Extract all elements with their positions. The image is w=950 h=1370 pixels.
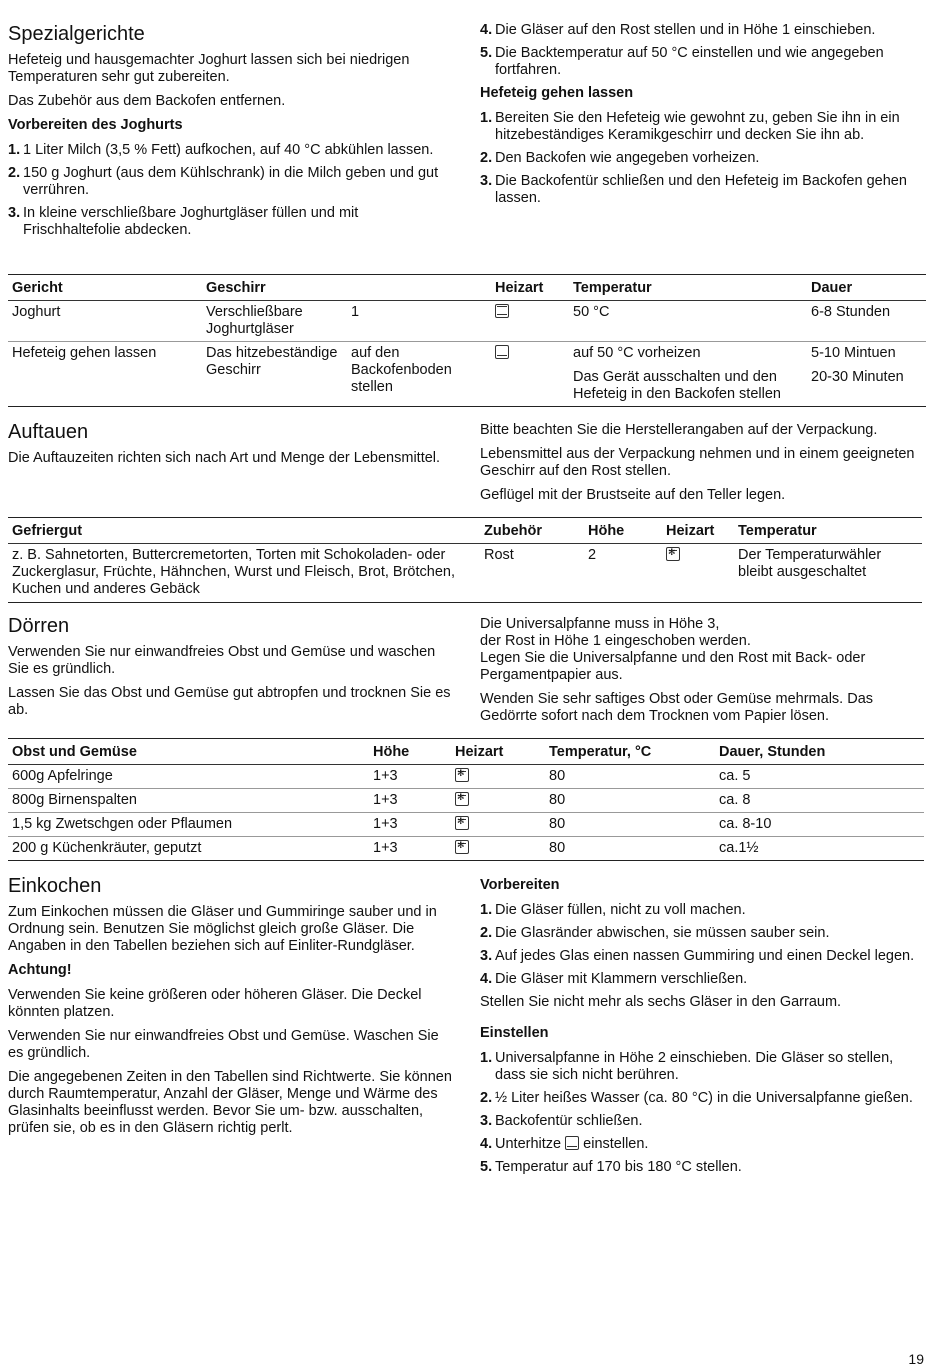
step-number: 4.	[480, 971, 493, 987]
vorbereiten-heading: Vorbereiten	[480, 877, 560, 893]
list-item	[480, 150, 925, 167]
temp-line: Das Gerät ausschalten und den Hefeteig in den Backofen stellen	[573, 369, 781, 402]
table-top-rule	[8, 274, 926, 275]
einkochen-p1: Zum Einkochen müssen die Gläser und Gummiringe sauber und in Ordnung sein. Benutzen Sie möglichst gleich große Gläser. Die Angaben in den Tabellen beziehen sich auf Einliter-Rundgläser.	[8, 904, 437, 954]
doerren-right-column	[480, 616, 925, 732]
table-cell: Der Temperaturwähler bleibt ausgeschaltet	[738, 547, 882, 580]
auftauen-left-column	[8, 420, 453, 474]
table-top-rule	[8, 517, 922, 518]
table-cell: 2	[588, 547, 597, 563]
col-header: Temperatur	[734, 519, 922, 544]
col-header: Temperatur	[569, 276, 807, 301]
table-cell	[451, 765, 545, 789]
list-item	[8, 165, 453, 199]
step-text: Die Backtemperatur auf 50 °C einstellen und wie angegeben fortfahren.	[495, 45, 884, 78]
table-cell: z. B. Sahnetorten, Buttercremetorten, Torten mit Schokoladen- oder Zuckerglasur, Früchte, Hähnchen, Wurst und Fleisch, Brot, Brötchen, Kuchen und anderes Gebäck	[12, 547, 455, 597]
doerren-p1: Verwenden Sie nur einwandfreies Obst und Gemüse und waschen Sie es gründlich.	[8, 644, 436, 677]
step-number: 3.	[480, 948, 493, 964]
auftauen-p4: Geflügel mit der Brustseite auf den Teller legen.	[480, 487, 786, 503]
bottom-heat-icon	[495, 345, 509, 359]
step-number: 1.	[480, 902, 493, 918]
table-cell: ca. 8-10	[715, 813, 924, 837]
table-cell: 1+3	[369, 789, 451, 813]
table-cell	[491, 342, 569, 407]
table-cell: 1,5 kg Zwetschgen oder Pflaumen	[8, 813, 369, 837]
defrost-icon	[455, 792, 469, 806]
list-item	[480, 1113, 925, 1130]
doerren-table	[8, 740, 924, 861]
einkochen-p3: Verwenden Sie nur einwandfreies Obst und Gemüse. Waschen Sie es gründlich.	[8, 1028, 439, 1061]
step-number: 1.	[480, 110, 493, 126]
col-header: Temperatur, °C	[545, 740, 715, 765]
achtung-heading: Achtung!	[8, 962, 72, 978]
col-header: Höhe	[369, 740, 451, 765]
doerren-p3	[480, 616, 925, 684]
joghurt-steps-cont	[480, 22, 925, 79]
table-cell	[451, 789, 545, 813]
doerren-p3-line: Die Universalpfanne muss in Höhe 3,	[480, 616, 720, 632]
dauer-line: 5-10 Mintuen	[811, 345, 896, 361]
table-cell	[569, 342, 807, 407]
col-header: Obst und Gemüse	[8, 740, 369, 765]
table-row	[8, 301, 926, 342]
step-text: Die Gläser füllen, nicht zu voll machen.	[495, 902, 746, 918]
list-item	[480, 1136, 925, 1153]
spezial-table	[8, 276, 926, 407]
table-cell	[662, 544, 734, 603]
defrost-icon	[455, 840, 469, 854]
doerren-p3-line: der Rost in Höhe 1 eingeschoben werden.	[480, 633, 751, 649]
einkochen-title: Einkochen	[8, 875, 102, 897]
step-number: 5.	[480, 1159, 493, 1175]
step-text: Universalpfanne in Höhe 2 einschieben. Die Gläser so stellen, dass sie sich nicht berühren.	[495, 1050, 894, 1083]
bottom-heat-icon	[565, 1136, 579, 1150]
vorbereiten-note: Stellen Sie nicht mehr als sechs Gläser in den Garraum.	[480, 994, 842, 1010]
list-item	[480, 110, 925, 144]
col-header: Höhe	[584, 519, 662, 544]
doerren-title: Dörren	[8, 615, 70, 637]
temp-line: auf 50 °C vorheizen	[573, 345, 701, 361]
list-item	[480, 173, 925, 207]
step-text: Die Glasränder abwischen, sie müssen sauber sein.	[495, 925, 830, 941]
list-item	[480, 22, 925, 39]
step-number: 2.	[480, 925, 493, 941]
spezial-left-column	[8, 22, 453, 245]
step-text: Unterhitze	[495, 1136, 562, 1152]
step-text: Bereiten Sie den Hefeteig wie gewohnt zu, geben Sie ihn in ein hitzebeständiges Keramikgeschirr und decken Sie ihn ab.	[495, 110, 900, 143]
joghurt-heading: Vorbereiten des Joghurts	[8, 117, 183, 133]
list-item	[480, 45, 925, 79]
einkochen-p4: Die angegebenen Zeiten in den Tabellen sind Richtwerte. Sie können durch Raumtemperatur, Anzahl der Gläser, Menge und Wärme des Glasinhalts beeinflusst werden. Bevor Sie um- bzw. ausschalten, prüfen sie, ob es in den Gläsern richtig perlt.	[8, 1069, 452, 1136]
dauer-line: 20-30 Minuten	[811, 369, 904, 385]
step-text: Backofentür schließen.	[495, 1113, 643, 1129]
vorbereiten-steps	[480, 902, 925, 988]
list-item	[480, 948, 925, 965]
table-cell: 80	[545, 813, 715, 837]
list-item	[480, 1090, 925, 1107]
step-number: 3.	[480, 1113, 493, 1129]
step-number: 1.	[8, 142, 21, 158]
table-cell	[807, 342, 926, 407]
table-cell	[451, 813, 545, 837]
einkochen-left-column	[8, 874, 453, 1144]
table-cell: Rost	[484, 547, 514, 563]
table-cell: 1+3	[369, 765, 451, 789]
step-number: 3.	[8, 205, 21, 221]
step-text: Die Backofentür schließen und den Hefeteig im Backofen gehen lassen.	[495, 173, 907, 206]
joghurt-steps	[8, 142, 453, 239]
list-item	[8, 142, 453, 159]
page-number: 19	[908, 1351, 924, 1367]
col-header	[347, 276, 491, 301]
auftauen-right-column	[480, 422, 925, 511]
step-number: 4.	[480, 1136, 493, 1152]
doerren-p2: Lassen Sie das Obst und Gemüse gut abtropfen und trocknen Sie es ab.	[8, 685, 451, 718]
defrost-icon	[455, 768, 469, 782]
list-item	[480, 925, 925, 942]
col-header: Gefriergut	[8, 519, 480, 544]
auftauen-p3: Lebensmittel aus der Verpackung nehmen und in einem geeigneten Geschirr auf den Rost stellen.	[480, 446, 915, 479]
table-row	[8, 544, 922, 603]
auftauen-title: Auftauen	[8, 421, 89, 443]
col-header: Heizart	[491, 276, 569, 301]
step-number: 1.	[480, 1050, 493, 1066]
defrost-icon	[666, 547, 680, 561]
step-number: 2.	[8, 165, 21, 181]
einstellen-heading: Einstellen	[480, 1025, 549, 1041]
doerren-p4: Wenden Sie sehr saftiges Obst oder Gemüse mehrmals. Das Gedörrte sofort nach dem Trocknen vom Papier lösen.	[480, 691, 874, 724]
hefe-heading: Hefeteig gehen lassen	[480, 85, 634, 101]
step-number: 2.	[480, 1090, 493, 1106]
table-cell: 600g Apfelringe	[8, 765, 369, 789]
top-bottom-heat-icon	[495, 304, 509, 318]
step-text: Temperatur auf 170 bis 180 °C stellen.	[495, 1159, 742, 1175]
table-cell: 200 g Küchenkräuter, geputzt	[12, 840, 202, 856]
step-text: Die Gläser auf den Rost stellen und in Höhe 1 einschieben.	[495, 22, 876, 38]
table-cell: 80	[545, 789, 715, 813]
table-cell	[451, 837, 545, 861]
einkochen-p2: Verwenden Sie keine größeren oder höheren Gläser. Die Deckel könnten platzen.	[8, 987, 422, 1020]
table-cell: 800g Birnenspalten	[8, 789, 369, 813]
auftauen-p1: Die Auftauzeiten richten sich nach Art und Menge der Lebensmittel.	[8, 450, 441, 466]
table-cell: 50 °C	[569, 301, 807, 342]
col-header: Gericht	[8, 276, 202, 301]
einstellen-steps	[480, 1050, 925, 1176]
list-item	[480, 902, 925, 919]
step-text: Auf jedes Glas einen nassen Gummiring und einen Deckel legen.	[495, 948, 915, 964]
col-header: Heizart	[451, 740, 545, 765]
step-text: einstellen.	[583, 1136, 649, 1152]
doerren-left-column	[8, 614, 453, 726]
step-number: 5.	[480, 45, 493, 61]
table-cell: ca. 5	[715, 765, 924, 789]
col-header: Dauer, Stunden	[715, 740, 924, 765]
einkochen-right-column	[480, 877, 925, 1182]
col-header: Heizart	[662, 519, 734, 544]
step-text: In kleine verschließbare Joghurtgläser füllen und mit Frischhaltefolie abdecken.	[23, 205, 359, 238]
table-row	[8, 813, 924, 837]
table-row	[8, 342, 926, 407]
step-number: 4.	[480, 22, 493, 38]
step-number: 3.	[480, 173, 493, 189]
table-cell: ca. 8	[715, 789, 924, 813]
hefe-steps	[480, 110, 925, 207]
col-header: Geschirr	[202, 276, 347, 301]
spezial-remove: Das Zubehör aus dem Backofen entfernen.	[8, 93, 286, 109]
table-top-rule	[8, 738, 924, 739]
table-cell: 1+3	[373, 840, 398, 856]
table-cell: auf den Backofenboden stellen	[351, 345, 452, 395]
col-header: Dauer	[807, 276, 926, 301]
table-row	[8, 765, 924, 789]
list-item	[480, 971, 925, 988]
table-cell: Das hitzebeständige Geschirr	[206, 345, 338, 378]
spezial-intro: Hefeteig und hausgemachter Joghurt lassen sich bei niedrigen Temperaturen sehr gut zubereiten.	[8, 52, 410, 85]
table-cell: 6-8 Stunden	[807, 301, 926, 342]
step-text: Den Backofen wie angegeben vorheizen.	[495, 150, 760, 166]
table-cell: Verschließbare Joghurtgläser	[202, 301, 347, 342]
step-text: 1 Liter Milch (3,5 % Fett) aufkochen, auf 40 °C abkühlen lassen.	[23, 142, 434, 158]
table-row	[8, 789, 924, 813]
table-cell: 1+3	[369, 813, 451, 837]
auftauen-table	[8, 519, 922, 603]
col-header: Zubehör	[480, 519, 584, 544]
table-cell: Hefeteig gehen lassen	[12, 345, 157, 361]
table-cell: ca.1½	[719, 840, 759, 856]
step-text: ½ Liter heißes Wasser (ca. 80 °C) in die Universalpfanne gießen.	[495, 1090, 913, 1106]
table-row	[8, 837, 924, 861]
doerren-p3-line: Legen Sie die Universalpfanne und den Rost mit Back- oder Pergamentpapier aus.	[480, 650, 866, 683]
list-item	[480, 1159, 925, 1176]
auftauen-p2: Bitte beachten Sie die Herstellerangaben auf der Verpackung.	[480, 422, 878, 438]
spezial-title: Spezialgerichte	[8, 23, 145, 45]
table-cell: Joghurt	[8, 301, 202, 342]
defrost-icon	[455, 816, 469, 830]
step-text: 150 g Joghurt (aus dem Kühlschrank) in die Milch geben und gut verrühren.	[23, 165, 439, 198]
table-cell	[491, 301, 569, 342]
table-cell: 80	[545, 765, 715, 789]
step-number: 2.	[480, 150, 493, 166]
table-cell: 80	[549, 840, 566, 856]
list-item	[480, 1050, 925, 1084]
step-text: Die Gläser mit Klammern verschließen.	[495, 971, 748, 987]
list-item	[8, 205, 453, 239]
spezial-right-column	[480, 22, 925, 213]
table-cell: 1	[347, 301, 491, 342]
